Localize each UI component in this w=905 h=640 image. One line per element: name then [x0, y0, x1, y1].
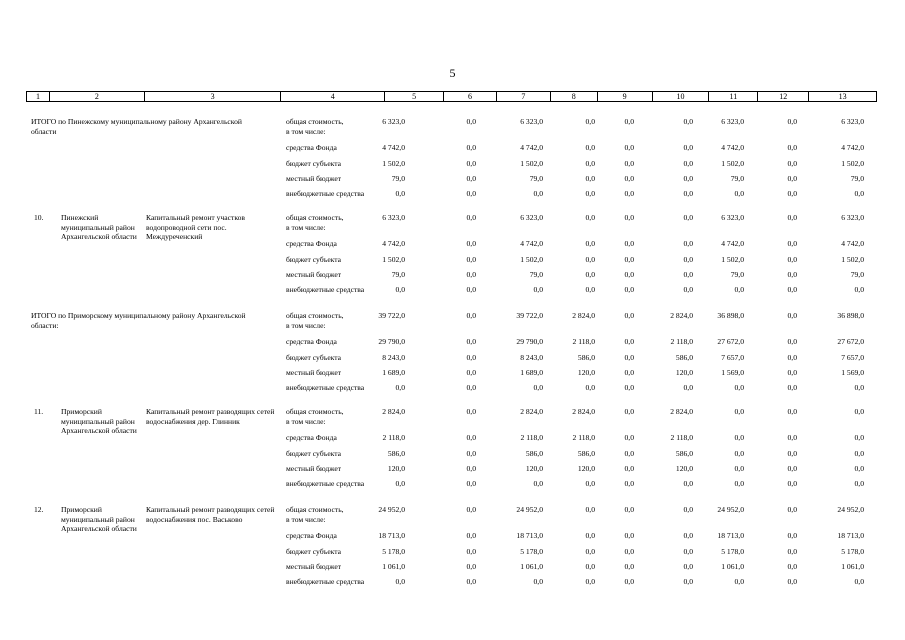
value-cell: 0,0: [624, 562, 634, 571]
value-cell: 0,0: [466, 407, 476, 416]
value-cell: 2 118,0: [520, 433, 543, 442]
value-cell: 0,0: [787, 368, 797, 377]
value-cell: 120,0: [387, 464, 405, 473]
value-cell: 18 713,0: [516, 531, 543, 540]
value-cell: 0,0: [624, 383, 634, 392]
value-cell: 0,0: [734, 383, 744, 392]
value-cell: 24 952,0: [516, 505, 543, 514]
cost-label-total-sub: в том числе:: [286, 223, 326, 232]
value-cell: 0,0: [854, 479, 864, 488]
value-cell: 0,0: [624, 143, 634, 152]
value-cell: 0,0: [585, 117, 595, 126]
value-cell: 5 178,0: [841, 547, 864, 556]
value-cell: 36 898,0: [837, 311, 864, 320]
value-cell: 0,0: [466, 353, 476, 362]
value-cell: 0,0: [466, 505, 476, 514]
value-cell: 2 118,0: [670, 433, 693, 442]
cost-label-subject: бюджет субъекта: [286, 255, 342, 264]
value-cell: 0,0: [466, 368, 476, 377]
value-cell: 0,0: [683, 159, 693, 168]
value-cell: 0,0: [624, 117, 634, 126]
value-cell: 0,0: [734, 189, 744, 198]
value-cell: 120,0: [675, 368, 693, 377]
value-cell: 29 790,0: [378, 337, 405, 346]
value-cell: 0,0: [734, 577, 744, 586]
value-cell: 0,0: [683, 213, 693, 222]
value-cell: 0,0: [624, 407, 634, 416]
value-cell: 8 243,0: [382, 353, 405, 362]
cost-label-fund: средства Фонда: [286, 433, 337, 442]
value-cell: 1 502,0: [382, 159, 405, 168]
value-cell: 1 061,0: [721, 562, 744, 571]
cost-label-total-sub: в том числе:: [286, 417, 326, 426]
value-cell: 0,0: [466, 531, 476, 540]
value-cell: 6 323,0: [721, 213, 744, 222]
header-col-7: 7: [497, 92, 551, 101]
value-cell: 0,0: [734, 464, 744, 473]
value-cell: 0,0: [734, 285, 744, 294]
cost-label-total: общая стоимость,: [286, 505, 344, 514]
value-cell: 0,0: [787, 189, 797, 198]
value-cell: 0,0: [683, 285, 693, 294]
value-cell: 29 790,0: [516, 337, 543, 346]
cost-label-total-sub: в том числе:: [286, 127, 326, 136]
value-cell: 39 722,0: [378, 311, 405, 320]
value-cell: 24 952,0: [378, 505, 405, 514]
value-cell: 79,0: [391, 270, 405, 279]
value-cell: 0,0: [466, 337, 476, 346]
value-cell: 6 323,0: [382, 213, 405, 222]
value-cell: 0,0: [624, 547, 634, 556]
value-cell: 120,0: [675, 464, 693, 473]
value-cell: 0,0: [466, 189, 476, 198]
value-cell: 0,0: [466, 383, 476, 392]
value-cell: 0,0: [466, 117, 476, 126]
value-cell: 0,0: [624, 353, 634, 362]
value-cell: 0,0: [624, 449, 634, 458]
row-number: 10.: [34, 213, 44, 222]
value-cell: 0,0: [683, 505, 693, 514]
cost-label-local: местный бюджет: [286, 174, 342, 183]
value-cell: 0,0: [787, 449, 797, 458]
value-cell: 0,0: [683, 562, 693, 571]
value-cell: 0,0: [787, 531, 797, 540]
value-cell: 0,0: [533, 285, 543, 294]
cost-label-extra: внебюджетные средства: [286, 285, 365, 294]
value-cell: 6 323,0: [841, 213, 864, 222]
value-cell: 0,0: [624, 159, 634, 168]
value-cell: 120,0: [577, 464, 595, 473]
total-label-cell: ИТОГО по Пинежскому муниципальному району Архангельской области: [31, 117, 242, 136]
value-cell: 586,0: [577, 449, 595, 458]
cost-label-subject: бюджет субъекта: [286, 353, 342, 362]
value-cell: 0,0: [585, 547, 595, 556]
municipality-cell: Приморский муниципальный район Архангельской области: [61, 407, 137, 436]
value-cell: 0,0: [466, 547, 476, 556]
value-cell: 2 824,0: [572, 407, 595, 416]
value-cell: 0,0: [395, 189, 405, 198]
value-cell: 0,0: [466, 577, 476, 586]
value-cell: 0,0: [533, 479, 543, 488]
value-cell: 5 178,0: [382, 547, 405, 556]
value-cell: 0,0: [624, 189, 634, 198]
cost-label-subject: бюджет субъекта: [286, 449, 342, 458]
row-number: 12.: [34, 505, 44, 514]
value-cell: 0,0: [624, 270, 634, 279]
value-cell: 1 502,0: [721, 159, 744, 168]
value-cell: 0,0: [624, 213, 634, 222]
value-cell: 0,0: [683, 255, 693, 264]
value-cell: 0,0: [585, 239, 595, 248]
value-cell: 4 742,0: [841, 143, 864, 152]
value-cell: 2 118,0: [382, 433, 405, 442]
value-cell: 0,0: [787, 433, 797, 442]
value-cell: 0,0: [787, 337, 797, 346]
value-cell: 79,0: [850, 270, 864, 279]
value-cell: 4 742,0: [382, 239, 405, 248]
value-cell: 0,0: [466, 464, 476, 473]
value-cell: 6 323,0: [520, 213, 543, 222]
value-cell: 586,0: [675, 353, 693, 362]
value-cell: 18 713,0: [717, 531, 744, 540]
value-cell: 0,0: [683, 531, 693, 540]
cost-label-total-sub: в том числе:: [286, 515, 326, 524]
value-cell: 0,0: [624, 255, 634, 264]
value-cell: 0,0: [787, 547, 797, 556]
value-cell: 79,0: [730, 270, 744, 279]
header-col-9: 9: [598, 92, 653, 101]
value-cell: 18 713,0: [378, 531, 405, 540]
value-cell: 0,0: [533, 383, 543, 392]
value-cell: 0,0: [787, 311, 797, 320]
value-cell: 0,0: [787, 353, 797, 362]
value-cell: 0,0: [787, 143, 797, 152]
value-cell: 4 742,0: [721, 239, 744, 248]
table-header: [26, 91, 877, 102]
value-cell: 0,0: [585, 285, 595, 294]
value-cell: 6 323,0: [382, 117, 405, 126]
value-cell: 0,0: [734, 433, 744, 442]
value-cell: 586,0: [525, 449, 543, 458]
value-cell: 0,0: [585, 562, 595, 571]
value-cell: 0,0: [585, 505, 595, 514]
value-cell: 79,0: [730, 174, 744, 183]
value-cell: 0,0: [787, 239, 797, 248]
value-cell: 0,0: [585, 531, 595, 540]
value-cell: 0,0: [683, 189, 693, 198]
value-cell: 0,0: [787, 159, 797, 168]
value-cell: 0,0: [787, 270, 797, 279]
value-cell: 6 323,0: [841, 117, 864, 126]
cost-label-local: местный бюджет: [286, 368, 342, 377]
value-cell: 0,0: [585, 189, 595, 198]
header-col-1: 1: [27, 92, 50, 101]
value-cell: 4 742,0: [382, 143, 405, 152]
value-cell: 79,0: [529, 174, 543, 183]
value-cell: 0,0: [787, 407, 797, 416]
value-cell: 7 657,0: [841, 353, 864, 362]
value-cell: 0,0: [683, 383, 693, 392]
value-cell: 0,0: [466, 143, 476, 152]
value-cell: 6 323,0: [520, 117, 543, 126]
cost-label-total: общая стоимость,: [286, 117, 344, 126]
value-cell: 0,0: [683, 270, 693, 279]
value-cell: 0,0: [395, 285, 405, 294]
value-cell: 7 657,0: [721, 353, 744, 362]
value-cell: 0,0: [683, 479, 693, 488]
value-cell: 0,0: [624, 285, 634, 294]
value-cell: 0,0: [585, 143, 595, 152]
value-cell: 0,0: [624, 531, 634, 540]
value-cell: 6 323,0: [721, 117, 744, 126]
cost-label-fund: средства Фонда: [286, 239, 337, 248]
value-cell: 0,0: [854, 407, 864, 416]
value-cell: 2 824,0: [572, 311, 595, 320]
value-cell: 79,0: [529, 270, 543, 279]
value-cell: 0,0: [734, 479, 744, 488]
value-cell: 0,0: [683, 577, 693, 586]
value-cell: 0,0: [683, 143, 693, 152]
value-cell: 0,0: [624, 464, 634, 473]
cost-label-fund: средства Фонда: [286, 531, 337, 540]
value-cell: 4 742,0: [520, 143, 543, 152]
cost-label-extra: внебюджетные средства: [286, 383, 365, 392]
value-cell: 1 569,0: [721, 368, 744, 377]
value-cell: 2 824,0: [382, 407, 405, 416]
value-cell: 18 713,0: [837, 531, 864, 540]
value-cell: 0,0: [683, 174, 693, 183]
cost-label-fund: средства Фонда: [286, 143, 337, 152]
header-col-5: 5: [385, 92, 444, 101]
value-cell: 0,0: [466, 449, 476, 458]
value-cell: 36 898,0: [717, 311, 744, 320]
work-description-cell: Капитальный ремонт разводящих сетей водоснабжения пос. Васьково: [146, 505, 275, 524]
value-cell: 27 672,0: [837, 337, 864, 346]
cost-label-total: общая стоимость,: [286, 407, 344, 416]
value-cell: 2 824,0: [670, 311, 693, 320]
cost-label-subject: бюджет субъекта: [286, 547, 342, 556]
value-cell: 1 502,0: [520, 159, 543, 168]
value-cell: 0,0: [466, 239, 476, 248]
value-cell: 4 742,0: [841, 239, 864, 248]
value-cell: 0,0: [585, 270, 595, 279]
header-col-2: 2: [50, 92, 145, 101]
value-cell: 1 061,0: [382, 562, 405, 571]
value-cell: 586,0: [577, 353, 595, 362]
value-cell: 2 824,0: [520, 407, 543, 416]
value-cell: 0,0: [854, 577, 864, 586]
value-cell: 0,0: [787, 213, 797, 222]
value-cell: 0,0: [787, 383, 797, 392]
value-cell: 0,0: [395, 577, 405, 586]
cost-label-extra: внебюджетные средства: [286, 189, 365, 198]
value-cell: 0,0: [466, 174, 476, 183]
value-cell: 27 672,0: [717, 337, 744, 346]
value-cell: 0,0: [466, 159, 476, 168]
value-cell: 0,0: [787, 562, 797, 571]
value-cell: 0,0: [787, 464, 797, 473]
value-cell: 1 061,0: [520, 562, 543, 571]
cost-label-total: общая стоимость,: [286, 311, 344, 320]
value-cell: 1 061,0: [841, 562, 864, 571]
value-cell: 0,0: [683, 117, 693, 126]
value-cell: 0,0: [624, 433, 634, 442]
value-cell: 1 502,0: [841, 255, 864, 264]
value-cell: 8 243,0: [520, 353, 543, 362]
cost-label-subject: бюджет субъекта: [286, 159, 342, 168]
value-cell: 120,0: [525, 464, 543, 473]
cost-label-local: местный бюджет: [286, 464, 342, 473]
value-cell: 2 118,0: [572, 433, 595, 442]
value-cell: 39 722,0: [516, 311, 543, 320]
cost-label-total: общая стоимость,: [286, 213, 344, 222]
value-cell: 0,0: [854, 189, 864, 198]
value-cell: 0,0: [466, 433, 476, 442]
value-cell: 1 689,0: [382, 368, 405, 377]
value-cell: 0,0: [533, 577, 543, 586]
value-cell: 0,0: [624, 479, 634, 488]
value-cell: 0,0: [624, 337, 634, 346]
value-cell: 0,0: [624, 311, 634, 320]
value-cell: 0,0: [466, 270, 476, 279]
municipality-cell: Приморский муниципальный район Архангельской области: [61, 505, 137, 534]
value-cell: 120,0: [577, 368, 595, 377]
value-cell: 1 689,0: [520, 368, 543, 377]
value-cell: 4 742,0: [721, 143, 744, 152]
value-cell: 0,0: [466, 311, 476, 320]
value-cell: 2 824,0: [670, 407, 693, 416]
value-cell: 0,0: [854, 464, 864, 473]
value-cell: 0,0: [624, 577, 634, 586]
value-cell: 0,0: [585, 174, 595, 183]
work-description-cell: Капитальный ремонт разводящих сетей водоснабжения дер. Глинник: [146, 407, 275, 426]
value-cell: 79,0: [850, 174, 864, 183]
header-col-3: 3: [145, 92, 282, 101]
value-cell: 0,0: [585, 479, 595, 488]
value-cell: 0,0: [854, 433, 864, 442]
value-cell: 586,0: [387, 449, 405, 458]
value-cell: 2 118,0: [572, 337, 595, 346]
value-cell: 0,0: [624, 505, 634, 514]
row-number: 11.: [34, 407, 44, 416]
header-col-6: 6: [444, 92, 497, 101]
value-cell: 0,0: [585, 383, 595, 392]
value-cell: 0,0: [787, 174, 797, 183]
value-cell: 5 178,0: [520, 547, 543, 556]
value-cell: 0,0: [585, 159, 595, 168]
value-cell: 0,0: [787, 285, 797, 294]
value-cell: 0,0: [683, 239, 693, 248]
page-number: 5: [449, 66, 456, 80]
value-cell: 0,0: [466, 255, 476, 264]
value-cell: 1 502,0: [721, 255, 744, 264]
value-cell: 0,0: [624, 174, 634, 183]
header-col-4: 4: [281, 92, 385, 101]
value-cell: 0,0: [854, 285, 864, 294]
value-cell: 0,0: [854, 449, 864, 458]
value-cell: 0,0: [466, 562, 476, 571]
value-cell: 1 502,0: [841, 159, 864, 168]
value-cell: 0,0: [585, 255, 595, 264]
cost-label-local: местный бюджет: [286, 270, 342, 279]
cost-label-total-sub: в том числе:: [286, 321, 326, 330]
value-cell: 1 502,0: [382, 255, 405, 264]
value-cell: 0,0: [466, 479, 476, 488]
value-cell: 24 952,0: [837, 505, 864, 514]
header-col-13: 13: [838, 92, 847, 101]
cost-label-fund: средства Фонда: [286, 337, 337, 346]
value-cell: 2 118,0: [670, 337, 693, 346]
cost-label-extra: внебюджетные средства: [286, 577, 365, 586]
header-col-10: 10: [653, 92, 710, 101]
value-cell: 586,0: [675, 449, 693, 458]
header-col-8: 8: [551, 92, 598, 101]
value-cell: 0,0: [787, 255, 797, 264]
value-cell: 0,0: [787, 577, 797, 586]
header-col-12: 12: [758, 92, 809, 101]
value-cell: 5 178,0: [721, 547, 744, 556]
value-cell: 0,0: [395, 383, 405, 392]
municipality-cell: Пинежский муниципальный район Архангельской области: [61, 213, 137, 242]
value-cell: 0,0: [585, 213, 595, 222]
value-cell: 1 569,0: [841, 368, 864, 377]
value-cell: 1 502,0: [520, 255, 543, 264]
value-cell: 24 952,0: [717, 505, 744, 514]
work-description-cell: Капитальный ремонт участков водопроводной сети пос. Междуреченский: [146, 213, 246, 242]
value-cell: 0,0: [787, 117, 797, 126]
value-cell: 0,0: [734, 407, 744, 416]
value-cell: 0,0: [395, 479, 405, 488]
value-cell: 0,0: [466, 213, 476, 222]
value-cell: 4 742,0: [520, 239, 543, 248]
value-cell: 0,0: [787, 505, 797, 514]
value-cell: 0,0: [533, 189, 543, 198]
value-cell: 0,0: [585, 577, 595, 586]
total-label-cell: ИТОГО по Приморскому муниципальному району Архангельской области:: [31, 311, 246, 330]
value-cell: 0,0: [466, 285, 476, 294]
value-cell: 0,0: [854, 383, 864, 392]
cost-label-local: местный бюджет: [286, 562, 342, 571]
value-cell: 79,0: [391, 174, 405, 183]
value-cell: 0,0: [624, 239, 634, 248]
value-cell: 0,0: [734, 449, 744, 458]
value-cell: 0,0: [624, 368, 634, 377]
value-cell: 0,0: [683, 547, 693, 556]
value-cell: 0,0: [787, 479, 797, 488]
cost-label-extra: внебюджетные средства: [286, 479, 365, 488]
header-col-11: 11: [709, 92, 758, 101]
